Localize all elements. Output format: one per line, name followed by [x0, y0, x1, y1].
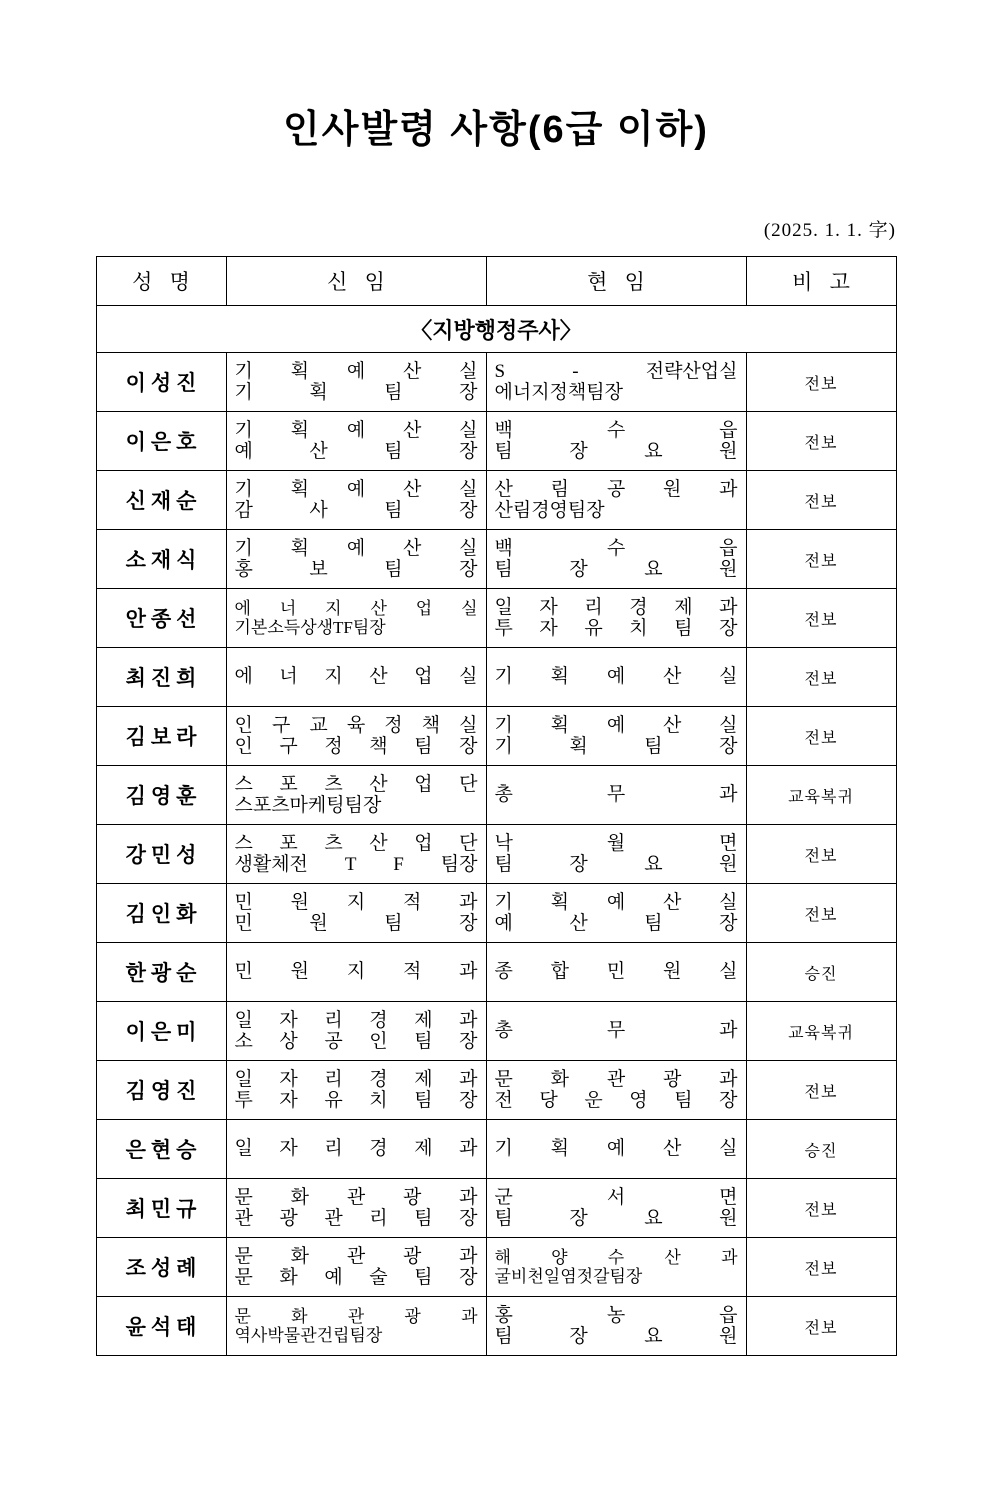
- assignment-line: 산 림 공 원 과: [494, 478, 738, 500]
- assignment-line: 전 당 운 영 팀 장: [494, 1090, 738, 1111]
- table-row: [96, 943, 896, 1002]
- cell-employee-name: 신재순: [96, 471, 226, 530]
- cell-note: 승진: [746, 1120, 896, 1179]
- assignment-line: 기 획 예 산 실: [494, 1138, 738, 1160]
- cell-new-assignment: [226, 412, 486, 471]
- assignment-line: 굴비천일염젓갈팀장: [494, 1267, 643, 1286]
- assignment-line: 팀 장 요 원: [494, 559, 738, 580]
- cell-employee-name: 조성례: [96, 1238, 226, 1297]
- assignment-line: 에너지정책팀장: [494, 382, 623, 403]
- cell-new-assignment: [226, 648, 486, 707]
- cell-new-assignment: [226, 1179, 486, 1238]
- assignment-line: 해 양 수 산 과: [494, 1247, 738, 1267]
- assignment-line: 기 획 팀 장: [494, 736, 738, 757]
- cell-employee-name: 이은호: [96, 412, 226, 471]
- assignment-line: 예 산 팀 장: [234, 441, 478, 462]
- column-header: 비 고: [746, 257, 896, 306]
- cell-new-assignment: [226, 471, 486, 530]
- assignment-line: 기 획 예 산 실: [494, 666, 738, 688]
- assignment-line: 스포츠마케팅팀장: [234, 795, 382, 816]
- cell-current-assignment: [486, 1238, 746, 1297]
- assignment-line: 역사박물관건립팀장: [234, 1326, 383, 1345]
- cell-note: 전보: [746, 471, 896, 530]
- assignment-line: 투 자 유 치 팀 장: [234, 1090, 478, 1111]
- cell-current-assignment: [486, 707, 746, 766]
- cell-employee-name: 김보라: [96, 707, 226, 766]
- group-label: 〈지방행정주사〉: [96, 306, 896, 353]
- cell-note: 전보: [746, 1061, 896, 1120]
- cell-new-assignment: [226, 589, 486, 648]
- cell-current-assignment: [486, 943, 746, 1002]
- assignment-line: 민 원 지 적 과: [234, 961, 478, 983]
- assignment-line: 스 포 츠 산 업 단: [234, 832, 478, 854]
- table-row: [96, 825, 896, 884]
- table-row: [96, 353, 896, 412]
- cell-new-assignment: [226, 353, 486, 412]
- assignment-line: 낙 월 면: [494, 832, 738, 854]
- assignment-line: 기 획 예 산 실: [494, 891, 738, 913]
- personnel-table: [96, 256, 897, 1356]
- cell-new-assignment: [226, 1002, 486, 1061]
- cell-current-assignment: [486, 1179, 746, 1238]
- cell-employee-name: 한광순: [96, 943, 226, 1002]
- assignment-line: 총 무 과: [494, 784, 738, 806]
- cell-note: 교육복귀: [746, 1002, 896, 1061]
- cell-note: 전보: [746, 1179, 896, 1238]
- cell-employee-name: 이은미: [96, 1002, 226, 1061]
- cell-current-assignment: [486, 530, 746, 589]
- table-row: [96, 1120, 896, 1179]
- cell-note: 승진: [746, 943, 896, 1002]
- assignment-line: 산림경영팀장: [494, 500, 605, 521]
- cell-new-assignment: [226, 707, 486, 766]
- cell-note: 교육복귀: [746, 766, 896, 825]
- table-row: [96, 1238, 896, 1297]
- table-row: [96, 530, 896, 589]
- cell-current-assignment: [486, 471, 746, 530]
- assignment-line: 에 너 지 산 업 실: [234, 598, 478, 618]
- assignment-line: 기 획 예 산 실: [234, 478, 478, 500]
- cell-note: 전보: [746, 1297, 896, 1356]
- table-row: [96, 884, 896, 943]
- cell-note: 전보: [746, 825, 896, 884]
- cell-note: 전보: [746, 530, 896, 589]
- column-header: 성 명: [96, 257, 226, 306]
- table-row: [96, 471, 896, 530]
- table-row: [96, 648, 896, 707]
- cell-employee-name: 김영훈: [96, 766, 226, 825]
- assignment-line: 에 너 지 산 업 실: [234, 666, 478, 688]
- table-row: [96, 589, 896, 648]
- assignment-line: 일 자 리 경 제 과: [234, 1068, 478, 1090]
- cell-new-assignment: [226, 943, 486, 1002]
- assignment-line: 스 포 츠 산 업 단: [234, 773, 478, 795]
- assignment-line: 문 화 관 광 과: [234, 1245, 478, 1267]
- assignment-line: 백 수 읍: [494, 537, 738, 559]
- assignment-line: 팀 장 요 원: [494, 854, 738, 875]
- cell-current-assignment: [486, 353, 746, 412]
- assignment-line: S - 전략산업실: [494, 360, 738, 382]
- assignment-line: 팀 장 요 원: [494, 1208, 738, 1229]
- cell-current-assignment: [486, 648, 746, 707]
- table-row: [96, 707, 896, 766]
- cell-new-assignment: [226, 1238, 486, 1297]
- assignment-line: 기 획 예 산 실: [234, 419, 478, 441]
- assignment-line: 인 구 교 육 정 책 실: [234, 714, 478, 736]
- cell-current-assignment: [486, 1002, 746, 1061]
- cell-employee-name: 안종선: [96, 589, 226, 648]
- assignment-line: 일 자 리 경 제 과: [234, 1009, 478, 1031]
- cell-new-assignment: [226, 766, 486, 825]
- assignment-line: 소 상 공 인 팀 장: [234, 1031, 478, 1052]
- cell-new-assignment: [226, 1061, 486, 1120]
- assignment-line: 총 무 과: [494, 1020, 738, 1042]
- assignment-line: 종 합 민 원 실: [494, 961, 738, 983]
- cell-current-assignment: [486, 412, 746, 471]
- assignment-line: 투 자 유 치 팀 장: [494, 618, 738, 639]
- assignment-line: 민 원 지 적 과: [234, 891, 478, 913]
- cell-new-assignment: [226, 1297, 486, 1356]
- document-page: [0, 98, 992, 1501]
- assignment-line: 생활체전 T F 팀장: [234, 854, 478, 875]
- assignment-line: 팀 장 요 원: [494, 441, 738, 462]
- cell-current-assignment: [486, 884, 746, 943]
- table-body: [96, 257, 896, 1356]
- cell-current-assignment: [486, 589, 746, 648]
- cell-new-assignment: [226, 530, 486, 589]
- table-row: [96, 766, 896, 825]
- cell-current-assignment: [486, 1297, 746, 1356]
- assignment-line: 기 획 예 산 실: [234, 360, 478, 382]
- column-header: 신 임: [226, 257, 486, 306]
- cell-employee-name: 강민성: [96, 825, 226, 884]
- cell-note: 전보: [746, 589, 896, 648]
- cell-employee-name: 윤석태: [96, 1297, 226, 1356]
- cell-current-assignment: [486, 1120, 746, 1179]
- cell-note: 전보: [746, 884, 896, 943]
- assignment-line: 기본소득상생TF팀장: [234, 618, 386, 637]
- assignment-line: 홍 농 읍: [494, 1304, 738, 1326]
- assignment-line: 홍 보 팀 장: [234, 559, 478, 580]
- assignment-line: 기 획 팀 장: [234, 382, 478, 403]
- cell-employee-name: 최민규: [96, 1179, 226, 1238]
- group-header-row: [96, 306, 896, 353]
- cell-employee-name: 김인화: [96, 884, 226, 943]
- assignment-line: 감 사 팀 장: [234, 500, 478, 521]
- table-row: [96, 412, 896, 471]
- cell-note: 전보: [746, 1238, 896, 1297]
- cell-employee-name: 소재식: [96, 530, 226, 589]
- assignment-line: 일 자 리 경 제 과: [494, 596, 738, 618]
- table-row: [96, 1179, 896, 1238]
- assignment-line: 군 서 면: [494, 1186, 738, 1208]
- assignment-line: 팀 장 요 원: [494, 1326, 738, 1347]
- cell-note: 전보: [746, 353, 896, 412]
- cell-current-assignment: [486, 1061, 746, 1120]
- column-header: 현 임: [486, 257, 746, 306]
- cell-employee-name: 이성진: [96, 353, 226, 412]
- cell-note: 전보: [746, 412, 896, 471]
- page-title: 인사발령 사항(6급 이하): [283, 109, 709, 151]
- assignment-line: 문 화 관 광 과: [234, 1186, 478, 1208]
- cell-current-assignment: [486, 766, 746, 825]
- table-header-row: [96, 257, 896, 306]
- cell-note: 전보: [746, 707, 896, 766]
- cell-new-assignment: [226, 825, 486, 884]
- cell-employee-name: 은현승: [96, 1120, 226, 1179]
- cell-new-assignment: [226, 884, 486, 943]
- cell-employee-name: 김영진: [96, 1061, 226, 1120]
- assignment-line: 문 화 관 광 과: [494, 1068, 738, 1090]
- assignment-line: 문 화 예 술 팀 장: [234, 1267, 478, 1288]
- assignment-line: 관 광 관 리 팀 장: [234, 1208, 478, 1229]
- cell-note: 전보: [746, 648, 896, 707]
- cell-current-assignment: [486, 825, 746, 884]
- assignment-line: 민 원 팀 장: [234, 913, 478, 934]
- assignment-line: 예 산 팀 장: [494, 913, 738, 934]
- table-row: [96, 1297, 896, 1356]
- cell-employee-name: 최진희: [96, 648, 226, 707]
- cell-new-assignment: [226, 1120, 486, 1179]
- assignment-line: 백 수 읍: [494, 419, 738, 441]
- table-row: [96, 1002, 896, 1061]
- effective-date: (2025. 1. 1. 字): [763, 220, 896, 241]
- assignment-line: 인 구 정 책 팀 장: [234, 736, 478, 757]
- assignment-line: 문 화 관 광 과: [234, 1306, 478, 1326]
- assignment-line: 일 자 리 경 제 과: [234, 1138, 478, 1160]
- assignment-line: 기 획 예 산 실: [234, 537, 478, 559]
- assignment-line: 기 획 예 산 실: [494, 714, 738, 736]
- table-row: [96, 1061, 896, 1120]
